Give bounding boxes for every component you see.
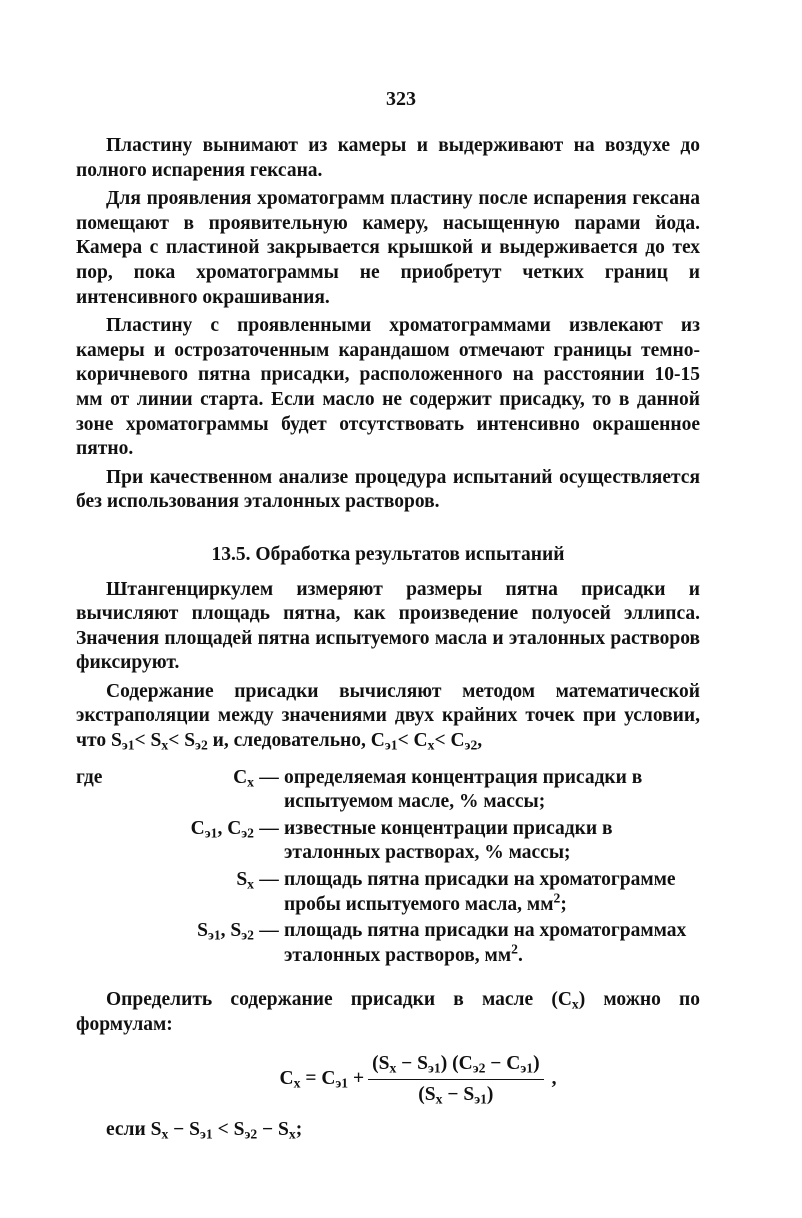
page-number: 323 bbox=[386, 88, 416, 110]
paragraph: Пластину с проявленными хроматограммами извлекают из камеры и острозаточенным карандашом отмечают границы темно-коричневого пятна присадки, расположенного на расстоянии 10-15 мм от линии старта. Если масло не содержит присадку, то в данной зоне хроматограммы будет отсутствовать интенсивно окрашенное пятно. bbox=[76, 315, 700, 460]
legend-description: площадь пятна присадки на хроматограмме пробы испытуемого масла, $мм^2$; bbox=[284, 869, 676, 915]
legend-description: известные концентрации присадки в эталонных растворах, % массы; bbox=[284, 817, 613, 864]
legend-where: где bbox=[76, 766, 103, 788]
legend-description: определяемая концентрация присадки в испытуемом масле, % массы; bbox=[284, 766, 643, 813]
legend-row bbox=[76, 919, 700, 968]
formula-condition: если $S_x - S_{э1} < S_{э2} - S_x$; bbox=[106, 1118, 303, 1142]
legend-description: площадь пятна присадки на хроматограммах эталонных растворов, $мм^2$. bbox=[284, 920, 687, 966]
page-body bbox=[76, 134, 700, 1142]
legend-symbol: $S_x$ bbox=[236, 869, 254, 892]
condition-lead: Содержание присадки вычисляют методом математической экстраполяции между значениями двух крайних точек при условии, что bbox=[76, 680, 700, 752]
legend-dash: — bbox=[259, 817, 279, 839]
paragraph: Пластину вынимают из камеры и выдерживают на воздухе до полного испарения гексана. bbox=[76, 135, 700, 181]
condition-paragraph: Содержание присадки вычисляют методом математической экстраполяции между значениями двух крайних точек при условии, что $S_{э1}< S_x< S_{э2}$ и, следовательно, $C_{э1}< C_x< C_{э2}$, bbox=[76, 680, 700, 753]
formula-numerator: $(S_x - S_{э1}) (C_{э2} - C_{э1})$ bbox=[368, 1052, 543, 1081]
legend-dash: — bbox=[259, 766, 279, 788]
legend-symbol: $C_{э1}$, $C_{э2}$ bbox=[190, 817, 254, 841]
legend-symbol: $C_x$ bbox=[233, 766, 254, 790]
section-heading: 13.5. Обработка результатов испытаний bbox=[211, 543, 565, 565]
paragraph: Штангенциркулем измеряют размеры пятна присадки и вычисляют площадь пятна, как произведение полуосей эллипса. Значения площадей пятна испытуемого масла и эталонных растворов фиксируют. bbox=[76, 578, 700, 674]
paragraph: При качественном анализе процедура испытаний осуществляется без использования эталонных растворов. bbox=[76, 466, 700, 513]
variable-legend bbox=[76, 766, 700, 969]
formula: $C_x = C_{э1}$ + $\frac{(S_x - S_{э1}) (C_{э2} - C_{э1})}{(S_x - S_{э1})}$ , bbox=[279, 1052, 557, 1107]
formula-intro: Определить содержание присадки в масле $(C_x)$ можно по формулам: bbox=[76, 989, 700, 1035]
legend-row bbox=[76, 868, 700, 917]
formula-denominator: $(S_x - S_{э1})$ bbox=[418, 1084, 494, 1107]
legend-row bbox=[76, 766, 700, 815]
paragraph: Для проявления хроматограмм пластину после испарения гексана помещают в проявительную камеру, насыщенную парами йода. Камера с пластиной закрывается крышкой и выдерживается до тех пор, пока хроматограммы не приобретут четких границ и интенсивного окрашивания. bbox=[76, 188, 700, 308]
legend-row bbox=[76, 817, 700, 866]
legend-symbol: $S_{э1}$, $S_{э2}$ bbox=[197, 920, 254, 943]
legend-dash: — bbox=[259, 869, 279, 891]
legend-dash: — bbox=[259, 920, 279, 942]
formula-lhs: $C_x = C_{э1}$ + bbox=[279, 1068, 365, 1091]
formula-fraction bbox=[368, 1052, 543, 1108]
condition-middle: и, следовательно, bbox=[212, 730, 366, 752]
